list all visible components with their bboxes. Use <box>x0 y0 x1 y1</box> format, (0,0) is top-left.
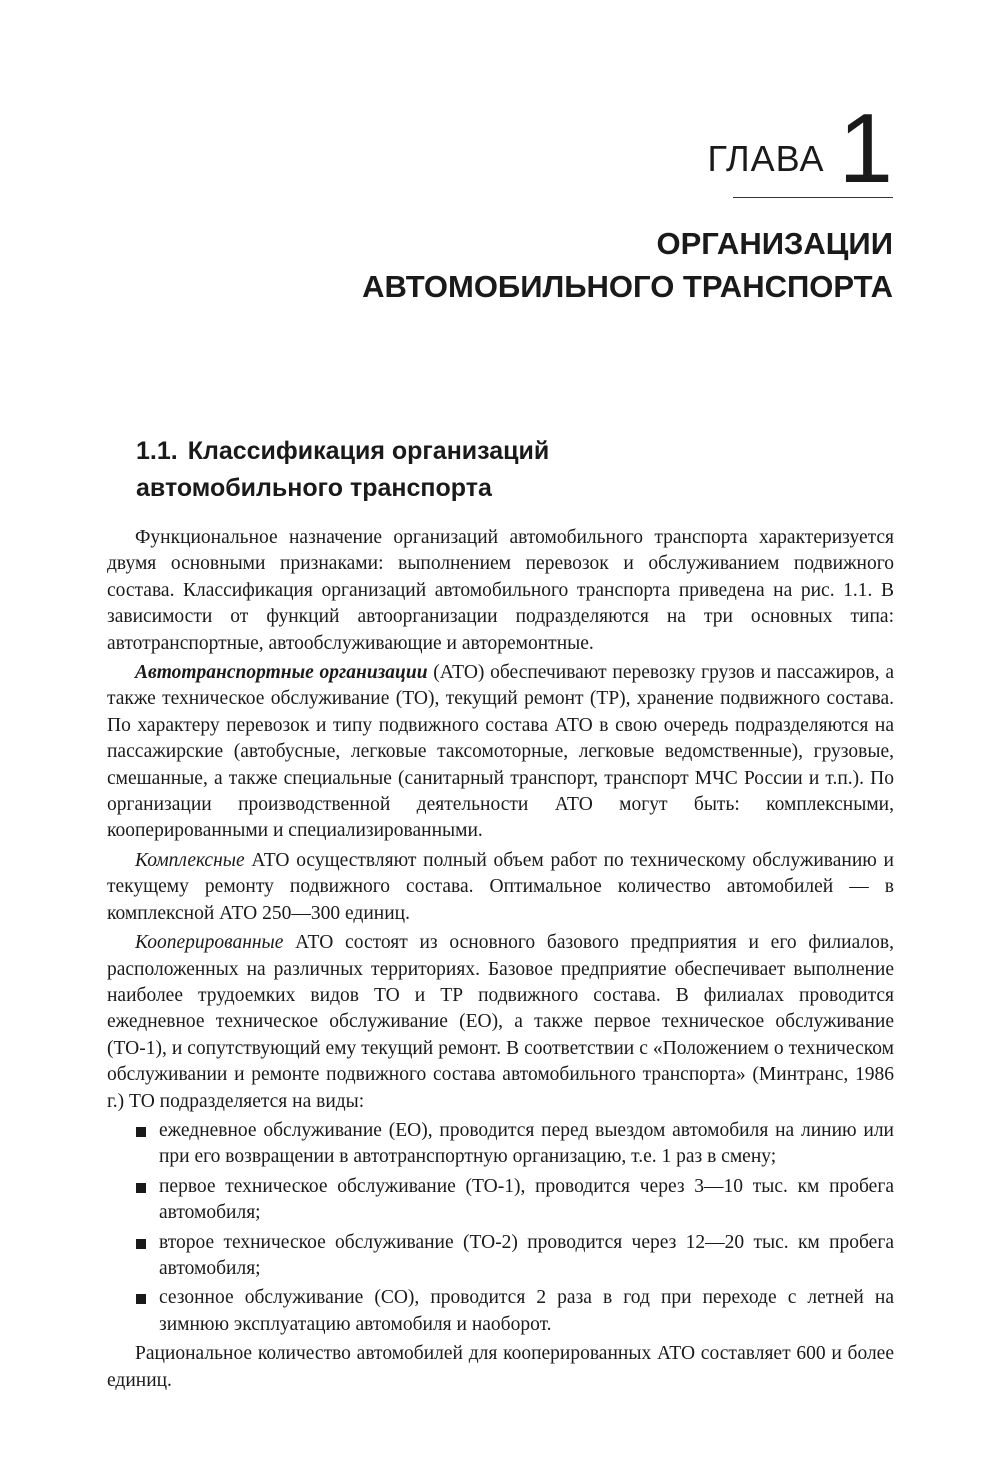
term-cooperative: Кооперированные <box>135 932 284 954</box>
paragraph-intro: Функциональное назначение организаций автомобильного транспорта характеризуется двумя основными признаками: выполнением перевозок и обслуживанием подвижного состава. Классификация организаций автомобильного транспорта приведена на рис. 1.1. В зависимости от функций автоорганизации подразделяются на три основных типа: автотранспортные, автообслуживающие и авторемонтные. <box>107 527 894 654</box>
list-item <box>107 1174 894 1227</box>
maintenance-types-list <box>107 1118 894 1338</box>
chapter-title <box>193 222 893 308</box>
paragraph-rational: Рациональное количество автомобилей для кооперированных АТО составляет 600 и более единиц. <box>107 1343 894 1391</box>
paragraph-cooperative <box>107 930 894 1115</box>
list-item-text: ежедневное обслуживание (ЕО), проводится перед выездом автомобиля на линию или при его возвращении в автотранспортную организацию, т.е. 1 раз в смену; <box>159 1119 894 1168</box>
bullet-square-icon <box>136 1127 146 1137</box>
section-number: 1.1. <box>136 437 178 465</box>
term-ato: Автотранспортные организации <box>135 662 428 684</box>
list-item-text: второе техническое обслуживание (ТО-2) проводится через 12—20 тыс. км пробега автомобиля; <box>159 1231 894 1279</box>
bullet-square-icon <box>136 1294 146 1304</box>
paragraph-ato <box>107 660 894 845</box>
paragraph-complex <box>107 848 894 927</box>
chapter-title-line-2: АВТОМОБИЛЬНОГО ТРАНСПОРТА <box>362 269 893 304</box>
list-item-text: первое техническое обслуживание (ТО-1), проводится через 3—10 тыс. км пробега автомобиля; <box>159 1175 894 1224</box>
chapter-divider <box>733 197 893 198</box>
bullet-square-icon <box>136 1183 146 1193</box>
chapter-word: ГЛАВА <box>707 138 825 179</box>
list-item <box>107 1118 894 1171</box>
list-item-text: сезонное обслуживание (СО), проводится 2 раза в год при переходе с летней на зимнюю эксплуатацию автомобиля и наоборот. <box>159 1287 894 1335</box>
list-item <box>107 1230 894 1283</box>
paragraph-ato-text: (АТО) обеспечивают перевозку грузов и пассажиров, а также техническое обслуживание (ТО), текущий ремонт (ТР), хранение подвижного состава. По характеру перевозок и типу подвижного состава АТО в свою очередь подразделяются на пассажирские (автобусные, легковые таксомоторные, легковые ведомственные), грузовые, смешанные, а также специальные (санитарный транспорт, транспорт МЧС России и т.п.). По организации производственной деятельности АТО могут быть: комплексными, кооперированными и специализированными. <box>107 662 894 842</box>
list-item <box>107 1285 894 1338</box>
section-title-line-2: автомобильного транспорта <box>136 474 492 502</box>
term-complex: Комплексные <box>135 849 245 871</box>
chapter-title-line-1: ОРГАНИЗАЦИИ <box>656 226 893 261</box>
body-text <box>107 525 894 1397</box>
paragraph-complex-text: АТО осуществляют полный объем работ по техническому обслуживанию и текущему ремонту подвижного состава. Оптимальное количество автомобилей — в комплексной АТО 250—300 единиц. <box>107 849 894 924</box>
chapter-heading <box>707 93 893 203</box>
section-title <box>136 433 836 507</box>
bullet-square-icon <box>136 1239 146 1249</box>
section-title-line-1: Классификация организаций <box>187 437 550 465</box>
paragraph-cooperative-text: АТО состоят из основного базового предприятия и его филиалов, расположенных на различных территориях. Базовое предприятие обеспечивает выполнение наиболее трудоемких видов ТО и ТР подвижного состава. В филиалах проводится ежедневное техническое обслуживание (ЕО), а также первое техническое обслуживание (ТО-1), и сопутствующий ему текущий ремонт. В соответствии с «Положением о техническом обслуживании и ремонте подвижного состава автомобильного транспорта» (Минтранс, 1986 г.) ТО подразделяется на виды: <box>107 932 894 1112</box>
chapter-number: 1 <box>838 93 893 203</box>
